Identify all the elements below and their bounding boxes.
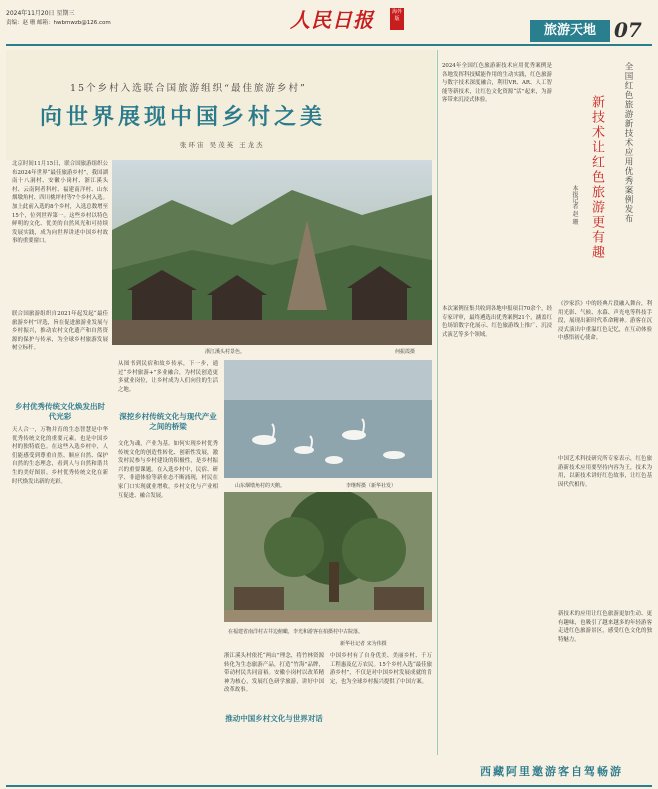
article-byline: 张环宙 吴茂英 王龙杰 <box>180 141 265 149</box>
side-headline: 新技术让红色旅游更有趣 <box>589 95 604 260</box>
photo-caption: 山东烟墩角村的天鹅。 <box>235 483 286 489</box>
page-number: 07 <box>614 18 642 42</box>
bottom-rule <box>6 785 652 787</box>
swan-photo <box>224 360 432 478</box>
section-subhead: 深挖乡村传统文化与现代产业之间的桥梁 <box>119 412 217 431</box>
section-subhead: 乡村优秀传统文化焕发出时代光彩 <box>15 402 105 421</box>
newspaper-logo: 人民日报 <box>290 8 374 32</box>
article-paragraph: 中国乡村有了自身优美、美丽乡村、千万工程惠及亿万农民。15个乡村入选“最佳旅游乡村”，不仅是对中国乡村发展成就的肯定，也为全球乡村振兴提供了中国方案。 <box>330 653 432 685</box>
article-paragraph: 联合国旅游组织自2021年起发起“最佳旅游乡村”评选，旨在促进旅游业发展与乡村振兴，推动农村文化遗产和自然资源的保护与传承，为全球乡村旅游发展树立标杆。 <box>12 311 108 352</box>
village-photo <box>112 160 432 345</box>
side-subtitle: 全国红色旅游新技术应用优秀案例发布 <box>623 62 633 224</box>
article-paragraph: 文化为魂，产业为基。如何实现乡村优秀传统文化的创造性转化、创新性发展，激发村民参与乡村建设的积极性，是乡村振兴的重要课题。在入选乡村中，民宿、研学、非遗体验等新业态不断涌现，村民在家门口实现就业增收，乡村文化与产业相互促进、融合发展。 <box>118 441 218 499</box>
side-paragraph: 新技术的应用让红色旅游更加生动、更有趣味，也吸引了越来越多的年轻游客走进红色旅游景区，感受红色文化的独特魅力。 <box>558 611 652 643</box>
article-paragraph: 浙江溪头村依托“两山”理念，将竹林资源转化为生态旅游产品，打造“竹海”品牌，带动村民共同富裕。安徽小岗村以改革精神为核心，发展红色研学旅游，讲好中国改革故事。 <box>224 653 324 694</box>
side-paragraph: 中国艺术科技研究所专家表示，红色旅游新技术应用要坚持内容为王，技术为用，以新技术讲好红色故事，让红色基因代代相传。 <box>558 456 652 488</box>
issue-date: 2024年11月20日 星期三 <box>6 10 75 17</box>
section-subhead: 推动中国乡村文化与世界对话 <box>225 714 323 723</box>
article-paragraph: 北京时间11月15日，联合国旅游组织公布2024年世界“最佳旅游乡村”，我国湖南十八洞村、安徽小岗村、浙江溪头村、云南阿者科村、福建南洋村、山东烟墩角村、四川桃坪村等7个乡村入选。加上此前入选的8个乡村，入选总数增至15个，位列世界第一。这些乡村以特色鲜明的文化、优美的自然风光和可持续发展实践，成为向世界讲述中国乡村故事的重要窗口。 <box>12 161 108 245</box>
side-paragraph: 2024年全国红色旅游新技术应用优秀案例是各地发挥科技赋能作用的生动实践，红色旅游与数字技术深度融合，利用VR、AR、人工智能等新技术，让红色文化资源“活”起来，为游客带来沉浸式体验。 <box>442 63 552 104</box>
side-byline: 本报记者 赵 珊 <box>571 185 578 225</box>
column-divider <box>437 50 438 755</box>
photo-credit: 李继辉摄（新华社发） <box>346 483 397 489</box>
article-headline: 向世界展现中国乡村之美 <box>40 104 327 130</box>
footer-headline: 西藏阿里邀游客自驾畅游 <box>480 765 623 778</box>
side-paragraph: 《沙家浜》中的经典片段融入舞台，利用光影、气候、水幕、声光电等科技手段，展现出新时代革命精神。游客在沉浸式演出中重温红色记忆，在互动体验中感悟初心使命。 <box>558 301 652 342</box>
ancient-tree-photo <box>224 492 432 622</box>
photo-caption: 浙江溪头村景色。 <box>205 349 246 355</box>
photo-credit: 何振霞摄 <box>395 349 416 355</box>
edition-seal: 海外版 <box>390 8 404 30</box>
article-kicker: 15个乡村入选联合国旅游组织“最佳旅游乡村” <box>70 83 307 94</box>
article-paragraph: 从图书到民宿和故乡传承，下一步，通过“乡村旅游+”多业融合，为村民创造更多就业岗位，让乡村成为人们向往的生活之地。 <box>118 361 218 393</box>
masthead-rule <box>6 44 652 46</box>
photo-credit: 新华社记者 宋为伟摄 <box>340 641 387 647</box>
section-label: 旅游天地 <box>530 20 610 42</box>
article-paragraph: 天人合一，万物并育的生态智慧是中华优秀传统文化的重要元素，也是中国乡村的独特底色。在这些入选乡村中，人们能感受到尊重自然、顺应自然、保护自然的生态理念，看到人与自然和谐共生的美好图景。乡村优秀传统文化在新时代焕发出新的光彩。 <box>12 427 108 485</box>
side-paragraph: 本次案例征集共收到各地申报项目70余个，经专家评审，最终遴选出优秀案例21个，涵盖红色场馆数字化展示、红色旅游线上推广、沉浸式演艺等多个领域。 <box>442 306 552 338</box>
editor-info: 责编：赵 珊 邮箱：hwbmwzb@126.com <box>6 20 111 26</box>
photo-caption: 在福建省南洋村古井边俯瞰，李光和游客在拍摄村中古院落。 <box>228 629 364 635</box>
